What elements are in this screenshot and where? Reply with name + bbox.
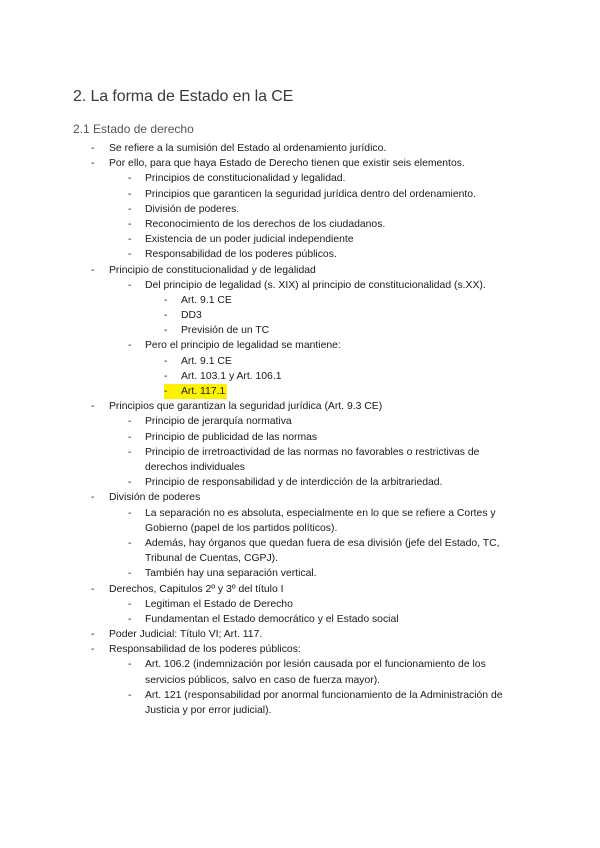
list-item	[0, 430, 600, 445]
bullet-dash: -	[164, 325, 168, 337]
list-item-text: Del principio de legalidad (s. XIX) al principio de constitucionalidad (s.XX).	[145, 279, 486, 291]
list-item	[0, 642, 600, 657]
bullet-dash: -	[128, 249, 132, 261]
list-item	[0, 369, 600, 384]
list-item-text: DD3	[181, 310, 202, 322]
list-item	[0, 187, 600, 202]
list-item-text: Responsabilidad de los poderes públicos:	[109, 644, 301, 656]
bullet-dash: -	[128, 218, 132, 230]
list-item-text: Por ello, para que haya Estado de Derecho tienen que existir seis elementos.	[109, 158, 465, 170]
list-item-text: Principio de responsabilidad y de interdicción de la arbitrariedad.	[145, 477, 443, 489]
list-item-text: Principio de constitucionalidad y de legalidad	[109, 264, 316, 276]
list-item-text: División de poderes.	[145, 203, 240, 215]
list-item-text: Pero el principio de legalidad se mantiene:	[145, 340, 341, 352]
list-item-text: Principio de publicidad de las normas	[145, 431, 318, 443]
list-item	[0, 247, 600, 262]
list-item	[0, 171, 600, 186]
list-item	[0, 141, 600, 156]
list-item	[0, 627, 600, 642]
bullet-dash: -	[128, 568, 132, 580]
list-item-text: Derechos, Capitulos 2º y 3º del título I	[109, 583, 284, 595]
list-item	[0, 597, 600, 612]
bullet-dash: -	[164, 355, 168, 367]
list-item	[0, 323, 600, 338]
bullet-dash: -	[128, 234, 132, 246]
list-item-text: Se refiere a la sumisión del Estado al ordenamiento jurídico.	[109, 143, 387, 154]
subsection-title: 2.1 Estado de derecho	[73, 122, 194, 136]
bullet-dash: -	[128, 477, 132, 489]
bullet-dash: -	[128, 659, 132, 671]
list-item	[0, 536, 600, 566]
list-item-text: Principio de jerarquía normativa	[145, 416, 292, 428]
bullet-dash: -	[164, 384, 181, 399]
list-item-text: La separación no es absoluta, especialmente en lo que se refiere a Cortes y Gobierno (papel de los partidos políticos).	[145, 507, 496, 534]
bullet-dash: -	[128, 689, 132, 701]
list-item-text: Legitiman el Estado de Derecho	[145, 598, 293, 610]
list-item	[0, 202, 600, 217]
bullet-dash: -	[91, 401, 95, 413]
bullet-dash: -	[91, 644, 95, 656]
list-item-text: Art. 9.1 CE	[181, 294, 232, 306]
bullet-dash: -	[128, 446, 132, 458]
list-item-text: Principios que garanticen la seguridad jurídica dentro del ordenamiento.	[145, 188, 476, 200]
list-item-text: Además, hay órganos que quedan fuera de esa división (jefe del Estado, TC, Tribunal de Cuentas, CGPJ).	[145, 537, 500, 565]
list-item	[0, 354, 600, 369]
bullet-dash: -	[128, 188, 132, 200]
bullet-dash: -	[164, 294, 168, 306]
list-item-text: División de poderes	[109, 492, 201, 504]
list-item	[0, 506, 600, 536]
list-item-text: Existencia de un poder judicial independiente	[145, 234, 354, 246]
list-item	[0, 445, 600, 475]
list-item	[0, 293, 600, 308]
bullet-dash: -	[164, 310, 168, 322]
section-title: 2. La forma de Estado en la CE	[73, 88, 294, 105]
bullet-dash: -	[128, 279, 132, 291]
list-item	[0, 612, 600, 627]
list-item-text: Art. 117.1	[181, 384, 227, 399]
list-item	[0, 399, 600, 414]
list-item-text: Previsión de un TC	[181, 325, 270, 337]
list-item	[0, 308, 600, 323]
list-item-text: También hay una separación vertical.	[145, 568, 317, 580]
list-item	[0, 475, 600, 490]
list-item	[0, 582, 600, 597]
list-item	[0, 414, 600, 429]
list-item-text: Principios de constitucionalidad y legalidad.	[145, 173, 346, 185]
bullet-dash: -	[128, 173, 132, 185]
list-item-text: Art. 9.1 CE	[181, 355, 232, 367]
list-item-text: Principio de irretroactividad de las normas no favorables o restrictivas de derechos individuales	[145, 446, 480, 473]
list-item	[0, 490, 600, 505]
bullet-dash: -	[91, 629, 95, 641]
list-item	[0, 657, 600, 687]
bullet-dash: -	[128, 431, 132, 443]
list-item	[0, 278, 600, 293]
bullet-dash: -	[91, 492, 95, 504]
bullet-dash: -	[91, 264, 95, 276]
list-item	[0, 338, 600, 353]
list-item-text: Poder Judicial: Título VI; Art. 117.	[109, 629, 263, 641]
list-item-text: Art. 103.1 y Art. 106.1	[181, 370, 282, 382]
list-item	[0, 217, 600, 232]
bullet-dash: -	[128, 340, 132, 352]
list-item-text: Responsabilidad de los poderes públicos.	[145, 249, 337, 261]
list-item	[0, 156, 600, 171]
bullet-dash: -	[128, 537, 132, 549]
list-item-text: Principios que garantizan la seguridad jurídica (Art. 9.3 CE)	[109, 401, 383, 413]
list-item	[0, 232, 600, 247]
list-item-text: Fundamentan el Estado democrático y el Estado social	[145, 613, 399, 625]
bullet-dash: -	[91, 158, 95, 170]
bullet-dash: -	[128, 613, 132, 625]
bullet-dash: -	[91, 583, 95, 595]
list-item-text: Art. 121 (responsabilidad por anormal funcionamiento de la Administración de Justicia y por error judicial).	[145, 689, 503, 717]
list-item	[0, 263, 600, 278]
list-item	[0, 566, 600, 581]
bullet-dash: -	[164, 370, 168, 382]
list-item-text: Art. 106.2 (indemnización por lesión causada por el funcionamiento de los servicios públicos, salvo en caso de fuerza mayor).	[145, 659, 486, 686]
bullet-dash: -	[128, 507, 132, 519]
bullet-dash: -	[128, 598, 132, 610]
bullet-dash: -	[91, 143, 95, 154]
list-item	[0, 688, 600, 718]
list-item	[0, 384, 600, 399]
outline-list	[0, 141, 600, 718]
bullet-dash: -	[128, 416, 132, 428]
list-item-text: Reconocimiento de los derechos de los ciudadanos.	[145, 218, 386, 230]
bullet-dash: -	[128, 203, 132, 215]
